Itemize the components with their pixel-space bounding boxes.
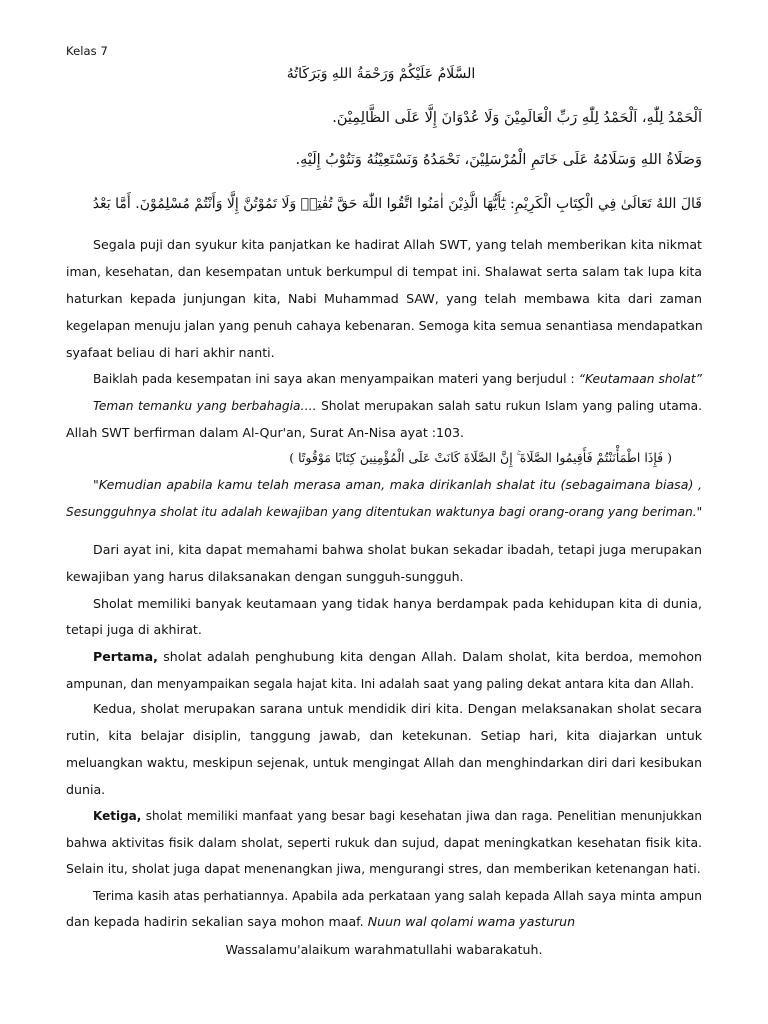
paragraph-line [66, 914, 702, 930]
paragraph-line: ampunan, dan menyampaikan segala hajat kita. Ini adalah saat yang paling dekat antara kita dan Allah. [66, 677, 695, 691]
text: sholat memiliki manfaat yang besar bagi kesehatan jiwa dan raga. Penelitian menunjukkan [141, 809, 702, 823]
class-label: Kelas 7 [66, 44, 108, 58]
paragraph-line: tetapi juga di akhirat. [66, 622, 202, 637]
paragraph-line: Sholat memiliki banyak keutamaan yang tidak hanya berdampak pada kehidupan kita di dunia, [93, 596, 702, 611]
text: Sholat merupakan salah satu rukun Islam yang paling utama. [316, 399, 702, 413]
paragraph-line: meluangkan waktu, meskipun sejenak, untuk mengingat Allah dan menghindarkan diri dari kesibukan [66, 755, 702, 770]
paragraph-line: Terima kasih atas perhatiannya. Apabila ada perkataan yang salah kepada Allah saya minta ampun [93, 889, 702, 903]
paragraph-line [93, 371, 702, 387]
arabic-hamdalah: اَلْحَمْدُ لِلّٰهِ، اَلْحَمْدُ لِلّٰهِ رَبِّ الْعَالَمِيْنَ وَلَا عُدْوَانَ إِلَّا عَلَى الظَّالِمِيْنَ. [332, 110, 702, 126]
closing-salam: Wassalamu'alaikum warahmatullahi wabarakatuh. [225, 942, 543, 957]
paragraph-line: Dari ayat ini, kita dapat memahami bahwa sholat bukan sekadar ibadah, tetapi juga merupakan [93, 542, 702, 557]
bold-lead: Ketiga, [93, 809, 142, 823]
paragraph-line: iman, kesehatan, dan kesempatan untuk berkumpul di tempat ini. Shalawat serta salam tak lupa kita [66, 264, 702, 279]
paragraph-line: syafaat beliau di hari akhir nanti. [66, 345, 275, 360]
greeting-italic: Teman temanku yang berbahagia…. [93, 399, 317, 413]
translation-line: Sesungguhnya sholat itu adalah kewajiban yang ditentukan waktunya bagi orang-orang yang beriman." [66, 505, 703, 519]
paragraph-line: bahwa aktivitas fisik dalam sholat, seperti rukuk dan sujud, dapat meningkatkan kesehatan fisik kita. [66, 835, 702, 850]
paragraph-line [93, 808, 702, 824]
paragraph-line: Segala puji dan syukur kita panjatkan ke hadirat Allah SWT, yang telah memberikan kita nikmat [93, 237, 702, 252]
arabic-shalawat: وَصَلَاةُ اللهِ وَسَلَامُهُ عَلَى خَاتَمِ الْمُرْسَلِيْنَ، نَحْمَدُهُ وَنَسْتَعِيْنُهُ وَنَتُوْبُ إِلَيْهِ. [295, 152, 702, 168]
paragraph-line: kegelapan menuju jalan yang penuh cahaya kebenaran. Semoga kita semua senantiasa mendapatkan [66, 318, 703, 333]
paragraph-line: dunia. [66, 782, 106, 797]
arabic-qala: قَالَ اللهُ تَعَالَىٰ فِي الْكِتَابِ الْكَرِيْمِ: يٰٓأَيُّهَا الَّذِيْنَ اٰمَنُوا اتَّقُوا اللّٰهَ حَقَّ تُقٰتِهٖ وَلَا تَمُوْتُنَّ إِلَّا وَأَنْتُمْ مُسْلِمُوْنَ. أَمَّا بَعْدُ [92, 196, 702, 212]
text: sholat adalah penghubung kita dengan Allah. Dalam sholat, kita berdoa, memohon [157, 649, 702, 664]
bold-lead: Pertama, [93, 649, 158, 664]
paragraph-line [93, 398, 702, 414]
closing-italic: Nuun wal qolami wama yasturun [367, 914, 576, 929]
title-quote: “Keutamaan sholat” [578, 372, 702, 386]
paragraph-line [93, 649, 702, 665]
paragraph-line: Kedua, sholat merupakan sarana untuk mendidik diri kita. Dengan melaksanakan sholat secara [93, 701, 702, 716]
arabic-ayat: ( فَإِذَا اطْمَأْنَنْتُمْ فَأَقِيمُوا الصَّلَاةَ ۚ إِنَّ الصَّلَاةَ كَانَتْ عَلَى الْمُؤْمِنِينَ كِتَابًا مَوْقُوتًا ) [289, 450, 672, 465]
paragraph-line: kewajiban yang harus dilaksanakan dengan sungguh-sungguh. [66, 569, 464, 584]
text: dan kepada hadirin sekalian saya mohon maaf. [66, 914, 368, 929]
paragraph-line: Allah SWT berfirman dalam Al-Qur'an, Surat An-Nisa ayat :103. [66, 425, 465, 440]
translation-line: "Kemudian apabila kamu telah merasa aman, maka dirikanlah shalat itu (sebagaimana biasa) , [93, 477, 702, 492]
paragraph-line: rutin, kita belajar disiplin, tanggung jawab, dan ketekunan. Setiap hari, kita diajarkan untuk [66, 728, 702, 743]
arabic-salam: السَّلَامُ عَلَيْكُمْ وَرَحْمَةُ اللهِ وَبَرَكَاتُهُ [286, 66, 476, 82]
text: Baiklah pada kesempatan ini saya akan menyampaikan materi yang berjudul : [93, 372, 579, 386]
paragraph-line: haturkan kepada junjungan kita, Nabi Muhammad SAW, yang telah membawa kita dari zaman [66, 291, 702, 306]
paragraph-line: Selain itu, sholat juga dapat menenangkan jiwa, mengurangi stres, dan memberikan ketenangan hati. [66, 861, 701, 876]
